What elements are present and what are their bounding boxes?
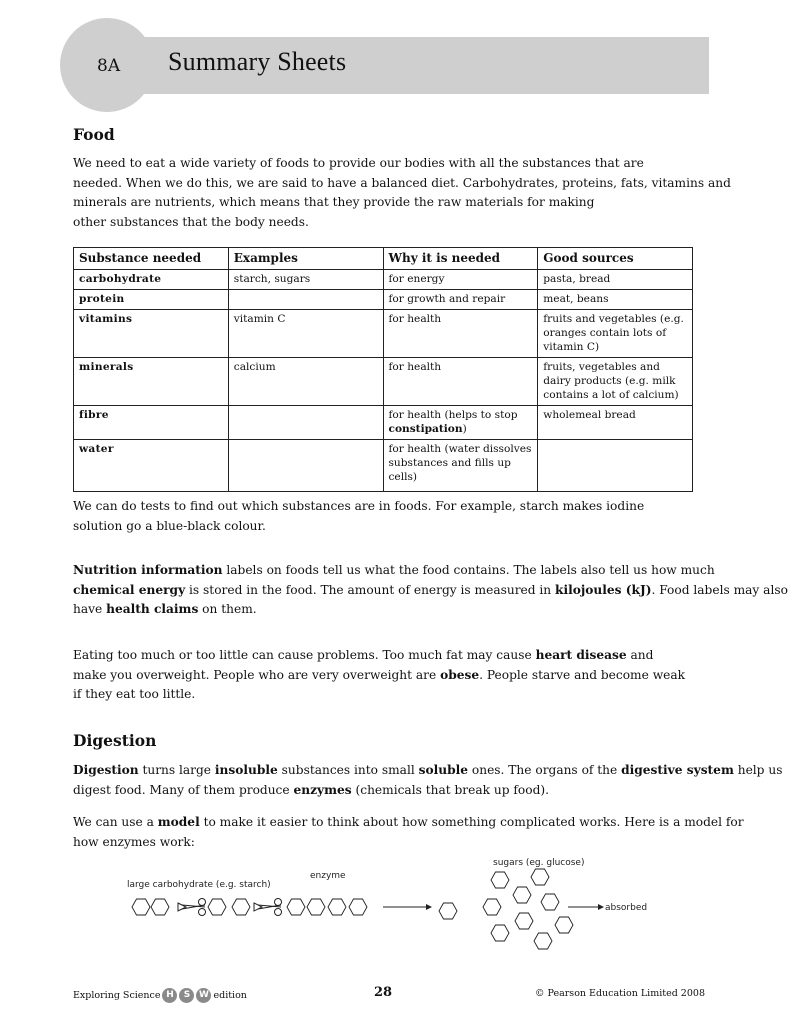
why-cell (383, 406, 538, 440)
text-line (73, 781, 782, 801)
text-line: if they eat too little. (73, 687, 196, 701)
unit-code: 8A (97, 56, 121, 76)
hsw-badge-h: H (162, 988, 177, 1003)
text-run: substances into small (277, 763, 419, 777)
text-run: . Food labels may also (651, 582, 788, 597)
text-run: help us (733, 763, 783, 777)
diagram-label-absorbed: absorbed (605, 903, 648, 913)
text-line: We need to eat a wide variety of foods to provide our bodies with all the substances that are (73, 156, 644, 170)
column-header: Why it is needed (383, 248, 538, 270)
sources-cell: meat, beans (538, 290, 693, 310)
text-run: to make it easier to think about how something complicated works. Here is a model for (199, 815, 744, 829)
bold-term: kilojoules (kJ) (555, 582, 652, 597)
table-row (74, 406, 693, 440)
food-intro (73, 154, 731, 232)
substance-cell: minerals (74, 358, 229, 406)
page-title: Summary Sheets (168, 47, 347, 76)
text-run: is stored in the food. The amount of energy is measured in (185, 582, 556, 597)
table-row (74, 440, 693, 492)
table-row (74, 358, 693, 406)
column-header: Substance needed (74, 248, 229, 270)
substance-cell: fibre (74, 406, 229, 440)
model-paragraph (73, 813, 744, 852)
column-header: Good sources (538, 248, 693, 270)
substance-cell: vitamins (74, 310, 229, 358)
substance-cell: protein (74, 290, 229, 310)
examples-cell: starch, sugars (228, 270, 383, 290)
bold-term: health claims (106, 602, 199, 616)
text-run: We can use a (73, 815, 158, 829)
why-bold-term: constipation (388, 423, 463, 435)
starch-chain (132, 899, 367, 915)
bold-term: Nutrition information (73, 563, 223, 577)
bold-term: model (157, 815, 200, 829)
text-line (73, 761, 782, 781)
text-run: and (626, 648, 654, 662)
digestion-heading: Digestion (73, 731, 157, 750)
table-row (74, 310, 693, 358)
text-line: minerals are nutrients, which means that they provide the raw materials for making (73, 195, 595, 209)
text-line: how enzymes work: (73, 834, 195, 849)
text-line (73, 666, 685, 686)
text-run: on them. (198, 602, 257, 616)
bold-term: obese (440, 667, 480, 682)
text-line (73, 600, 788, 620)
examples-cell (228, 290, 383, 310)
arrow-icon (568, 904, 604, 910)
series-name: Exploring Science (73, 990, 161, 1001)
series-edition: edition (213, 990, 247, 1001)
footer-series (73, 988, 247, 1003)
diagram-label-carbohydrate: large carbohydrate (e.g. starch) (127, 880, 271, 890)
hsw-badge-s: S (179, 988, 194, 1003)
hsw-badge-w: W (196, 988, 211, 1003)
sources-cell: wholemeal bread (538, 406, 693, 440)
bold-term: heart disease (535, 648, 627, 662)
sources-cell: pasta, bread (538, 270, 693, 290)
bold-term: digestive system (621, 763, 734, 777)
sources-cell: fruits, vegetables and dairy products (e.g. milk contains a lot of calcium) (538, 358, 693, 406)
enzyme-model-diagram (120, 855, 660, 955)
scissors-icon (254, 899, 282, 916)
text-line: solution go a blue-black colour. (73, 518, 266, 533)
table-header-row (74, 248, 693, 270)
bold-term: insoluble (214, 763, 278, 777)
text-line (73, 813, 744, 833)
glucose-molecule (439, 903, 457, 919)
examples-cell: vitamin C (228, 310, 383, 358)
why-cell: for health (water dissolves substances and fills up cells) (383, 440, 538, 492)
why-cell: for health (383, 310, 538, 358)
copyright-notice: © Pearson Education Limited 2008 (535, 988, 705, 999)
text-run: turns large (138, 763, 215, 777)
sources-cell: fruits and vegetables (e.g. oranges contain lots of vitamin C) (538, 310, 693, 358)
bold-term: chemical energy (73, 582, 186, 597)
text-run: labels on foods tell us what the food contains. The labels also tell us how much (222, 563, 715, 577)
table-row (74, 290, 693, 310)
examples-cell (228, 440, 383, 492)
text-run: digest food. Many of them produce (73, 782, 294, 797)
diagram-label-enzyme: enzyme (310, 871, 346, 881)
nutrients-table (73, 247, 693, 492)
text-line (73, 646, 685, 666)
arrow-icon (383, 904, 432, 910)
digestion-paragraph (73, 761, 782, 800)
substance-cell: water (74, 440, 229, 492)
problems-paragraph (73, 646, 685, 705)
text-run: . People starve and become weak (479, 667, 685, 682)
page-number: 28 (374, 985, 393, 1000)
bold-term: soluble (418, 763, 469, 777)
bold-term: Digestion (73, 763, 139, 777)
text-run: (chemicals that break up food). (351, 782, 550, 797)
diagram-label-sugars: sugars (eg. glucose) (493, 858, 585, 868)
why-text: for health (helps to stop (388, 409, 518, 421)
why-cell: for energy (383, 270, 538, 290)
column-header: Examples (228, 248, 383, 270)
text-line: We can do tests to find out which substances are in foods. For example, starch makes iodine (73, 499, 645, 513)
text-run: make you overweight. People who are very overweight are (73, 667, 441, 682)
why-cell: for health (383, 358, 538, 406)
text-run: ones. The organs of the (468, 763, 622, 777)
examples-cell: calcium (228, 358, 383, 406)
glucose-cluster (483, 869, 573, 949)
text-line (73, 581, 788, 601)
tests-paragraph (73, 497, 644, 536)
table-row (74, 270, 693, 290)
text-line (73, 561, 788, 581)
sources-cell (538, 440, 693, 492)
food-heading: Food (73, 125, 115, 144)
why-cell: for growth and repair (383, 290, 538, 310)
text-line: other substances that the body needs. (73, 214, 309, 229)
substance-cell: carbohydrate (74, 270, 229, 290)
why-text-end: ) (462, 423, 467, 435)
text-line: needed. When we do this, we are said to have a balanced diet. Carbohydrates, proteins, fats, vitamins and (73, 175, 731, 190)
bold-term: enzymes (293, 782, 352, 797)
text-run: Eating too much or too little can cause problems. Too much fat may cause (73, 648, 536, 662)
nutrition-paragraph (73, 561, 788, 620)
text-run: have (73, 602, 107, 616)
examples-cell (228, 406, 383, 440)
scissors-icon (178, 899, 206, 916)
